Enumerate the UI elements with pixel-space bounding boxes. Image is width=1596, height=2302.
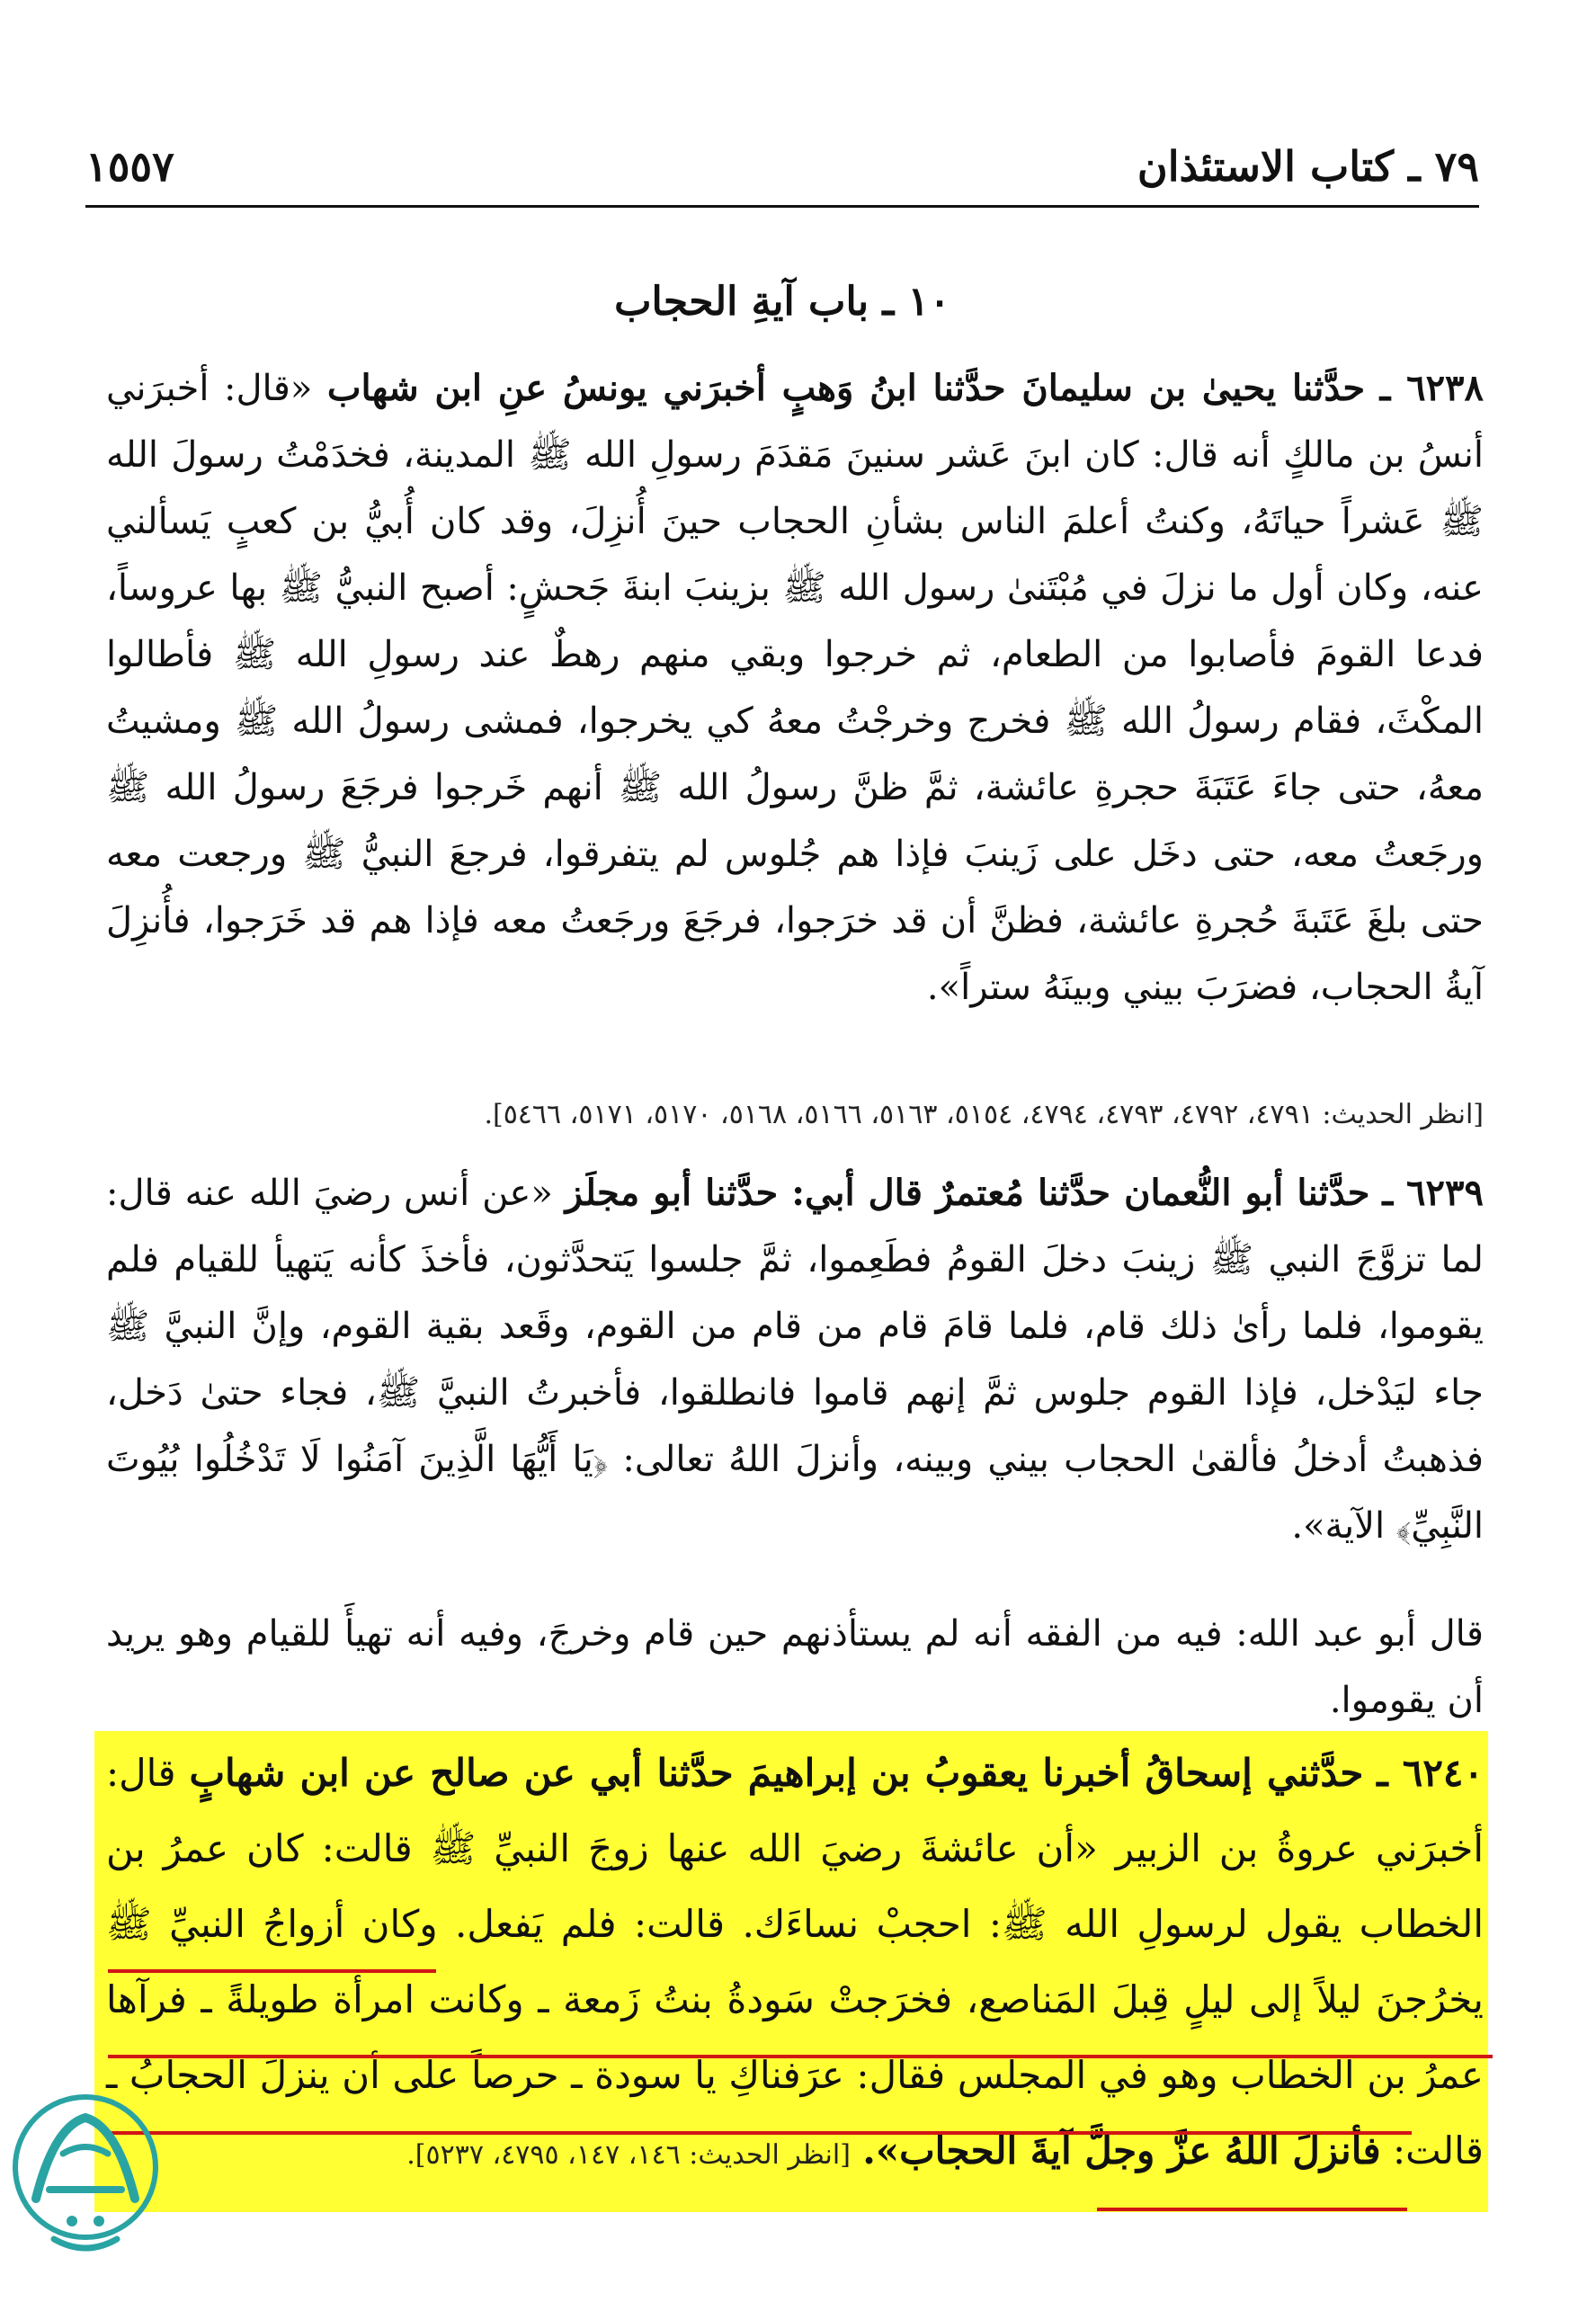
hadith-number: ٦٢٣٨ ـ — [1379, 367, 1485, 409]
red-underline — [108, 2131, 1412, 2135]
chapter-title: ١٠ ـ باب آيةِ الحجاب — [614, 279, 950, 325]
hadith-text: قال: أخبرَني عروةُ بن الزبير «أن عائشةَ رضيَ الله عنها زوجَ النبيِّ ﷺ قالت: كان عمرُ بن الخطاب يقول لرسولِ الله ﷺ: احجبْ نساءَك. قالت: فلم يَفعل. وكان أزواجُ النبيِّ ﷺ يخرُجنَ ليلاً إلى ليلٍ قِبلَ المَناصع، فخرَجتْ سَودةُ بنتُ زَمعة ـ وكانت امرأة طويلةً ـ فرآها عمرُ بن الخطاب وهو في المجلس فقال: عرَفناكِ يا سودة ـ حرصاً على أن ينزلَ الحجابُ ـ قالت: — [106, 1751, 1484, 2173]
hadith-number: ٦٢٣٩ ـ — [1382, 1172, 1484, 1214]
hadith-tail: فأنزلَ اللهُ عزَّ وجلَّ آيةَ الحجاب». — [862, 2128, 1381, 2173]
red-underline — [108, 2055, 1493, 2058]
hadith-6240-reference: [انظر الحديث: ١٤٦، ١٤٧، ٤٧٩٥، ٥٢٣٧]. — [406, 2139, 851, 2171]
watermark-logo — [0, 2055, 171, 2280]
page-number: ١٥٥٧ — [85, 142, 174, 191]
book-title: ٧٩ ـ كتاب الاستئذان — [1137, 142, 1479, 191]
hadith-6239 — [106, 1160, 1484, 1559]
hadith-isnad: حدَّثنا يحيىٰ بن سليمانَ حدَّثنا ابنُ وَهبٍ أخبرَني يونسُ عنِ ابن شهاب — [326, 367, 1366, 409]
hadith-6238-reference: [انظر الحديث: ٤٧٩١، ٤٧٩٢، ٤٧٩٣، ٤٧٩٤، ٥١٥٤، ٥١٦٣، ٥١٦٦، ٥١٦٨، ٥١٧٠، ٥١٧١، ٥٤٦٦]. — [484, 1099, 1484, 1130]
hadith-number: ٦٢٤٠ ـ — [1377, 1751, 1485, 1795]
hadith-6240 — [106, 1735, 1484, 2193]
commentary-note: قال أبو عبد الله: فيه من الفقه أنه لم يستأذنهم حين قام وخرجَ، وفيه أنه تهيأَ للقيام وهو يريد أن يقوموا. — [106, 1613, 1484, 1721]
page-header — [85, 135, 1479, 207]
red-underline — [1097, 2208, 1407, 2211]
hadith-isnad: حدَّثنا أبو النُّعمان حدَّثنا مُعتمرٌ قال أبي: حدَّثنا أبو مجلَز — [565, 1172, 1370, 1214]
hadith-6238 — [106, 355, 1484, 1021]
header-rule — [85, 205, 1479, 208]
red-underline — [108, 1969, 436, 1973]
hadith-text: «عن أنس رضيَ الله عنه قال: لما تزوَّجَ النبي ﷺ زينبَ دخلَ القومُ فطَعِموا، ثمَّ جلسوا يَتحدَّثون، فأخذَ كأنه يَتهيأ للقيام فلم يقوموا، فلما رأىٰ ذلك قام، فلما قامَ قام من قام من القوم، وقَعد بقية القوم، وإنَّ النبيَّ ﷺ جاء ليَدْخل، فإذا القوم جلوس ثمَّ إنهم قاموا فانطلقوا، فأخبرتُ النبيَّ ﷺ، فجاء حتىٰ دَخل، فذهبتُ أدخلُ فألقىٰ الحجاب بيني وبينه، وأنزلَ اللهُ تعالى: ﴿يَا أَيُّهَا الَّذِينَ آمَنُوا لَا تَدْخُلُوا بُيُوتَ النَّبِيِّ﴾ الآية». — [106, 1173, 1484, 1547]
calligraphy-logo-icon — [0, 2055, 171, 2280]
hadith-isnad: حدَّثني إسحاقُ أخبرنا يعقوبُ بن إبراهيمَ حدَّثنا أبي عن صالح عن ابن شهابٍ — [189, 1751, 1364, 1795]
hadith-text: «قال: أخبرَني أنسُ بن مالكٍ أنه قال: كان ابنَ عَشر سنينَ مَقدَمَ رسولِ الله ﷺ المدينة، فخدَمْتُ رسولَ الله ﷺ عَشراً حياتَهُ، وكنتُ أعلمَ الناس بشأنِ الحجاب حينَ أُنزِلَ، وقد كان أُبيُّ بن كعبٍ يَسألني عنه، وكان أول ما نزلَ في مُبْتَنىٰ رسول الله ﷺ بزينبَ ابنةَ جَحشٍ: أصبح النبيُّ ﷺ بها عروساً، فدعا القومَ فأصابوا من الطعام، ثم خرجوا وبقي منهم رهطٌ عند رسولِ الله ﷺ فأطالوا المكْثَ، فقام رسولُ الله ﷺ فخرج وخرجْتُ معهُ كي يخرجوا، فمشى رسولُ الله ﷺ ومشيتُ معهُ، حتى جاءَ عَتَبَةَ حجرةِ عائشة، ثمَّ ظنَّ رسولُ الله ﷺ أنهم خَرجوا فرجَعَ رسولُ الله ﷺ ورجَعتُ معه، حتى دخَل على زَينبَ فإذا هم جُلوس لم يتفرقوا، فرجعَ النبيُّ ﷺ ورجعت معه حتى بلغَ عَتَبةَ حُجرةِ عائشة، فظنَّ أن قد خرَجوا، فرجَعَ ورجَعتُ معه فإذا هم قد خَرَجوا، فأُنزِلَ آيةُ الحجاب، فضرَبَ بيني وبينَهُ ستراً». — [106, 368, 1484, 1008]
